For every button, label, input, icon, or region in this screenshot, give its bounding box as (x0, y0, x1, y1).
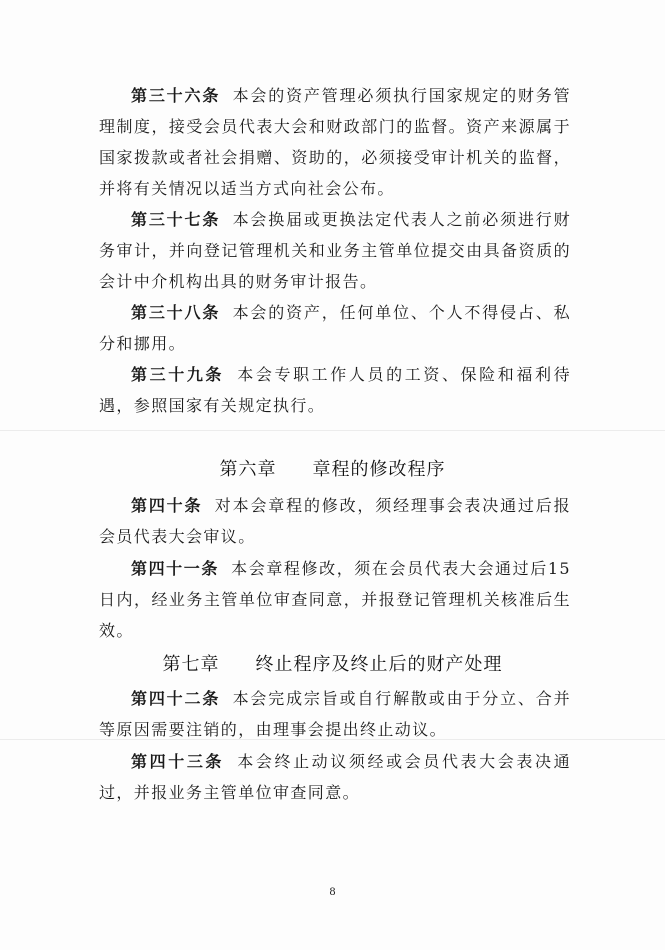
chapter-7-heading (0, 650, 665, 676)
article-title: 第四十一条 (131, 559, 219, 578)
article-41 (99, 553, 571, 646)
article-title: 第三十八条 (131, 303, 221, 322)
page-number: 8 (329, 884, 336, 898)
article-36 (99, 80, 571, 204)
article-title: 第三十六条 (131, 86, 221, 105)
chapter-number: 第七章 (162, 654, 220, 675)
article-42 (99, 683, 571, 745)
article-title: 第四十三条 (131, 752, 225, 771)
scan-artifact-line (0, 430, 665, 431)
article-39 (99, 359, 571, 421)
article-title: 第三十九条 (131, 365, 225, 384)
article-text: 本会完成宗旨或自行解散或由于分立、合并等原因需要注销的，由理事会提出终止动议。 (99, 689, 571, 739)
article-text: 本会的资产，任何单位、个人不得侵占、私分和挪用。 (99, 303, 571, 353)
chapter-name: 章程的修改程序 (312, 459, 446, 480)
article-title: 第三十七条 (131, 210, 221, 229)
article-text: 对本会章程的修改，须经理事会表决通过后报会员代表大会审议。 (99, 496, 571, 546)
chapter-6-heading (0, 455, 665, 481)
article-37 (99, 204, 571, 297)
article-text: 本会换届或更换法定代表人之前必须进行财务审计，并向登记管理机关和业务主管单位提交由具备资质的会计中介机构出具的财务审计报告。 (99, 210, 571, 291)
article-40 (99, 490, 571, 552)
article-text: 本会终止动议须经或会员代表大会表决通过，并报业务主管单位审查同意。 (99, 752, 571, 802)
article-38 (99, 297, 571, 359)
article-title: 第四十条 (131, 496, 203, 515)
article-43 (99, 746, 571, 808)
article-text: 本会专职工作人员的工资、保险和福利待遇，参照国家有关规定执行。 (99, 365, 571, 415)
chapter-name: 终止程序及终止后的财产处理 (255, 654, 503, 675)
article-text: 本会的资产管理必须执行国家规定的财务管理制度，接受会员代表大会和财政部门的监督。资产来源属于国家拨款或者社会捐赠、资助的，必须接受审计机关的监督，并将有关情况以适当方式向社会公布。 (99, 86, 571, 198)
chapter-number: 第六章 (219, 459, 277, 480)
article-title: 第四十二条 (131, 689, 221, 708)
article-text: 本会章程修改，须在会员代表大会通过后15日内，经业务主管单位审查同意，并报登记管理机关核准后生效。 (99, 559, 571, 640)
